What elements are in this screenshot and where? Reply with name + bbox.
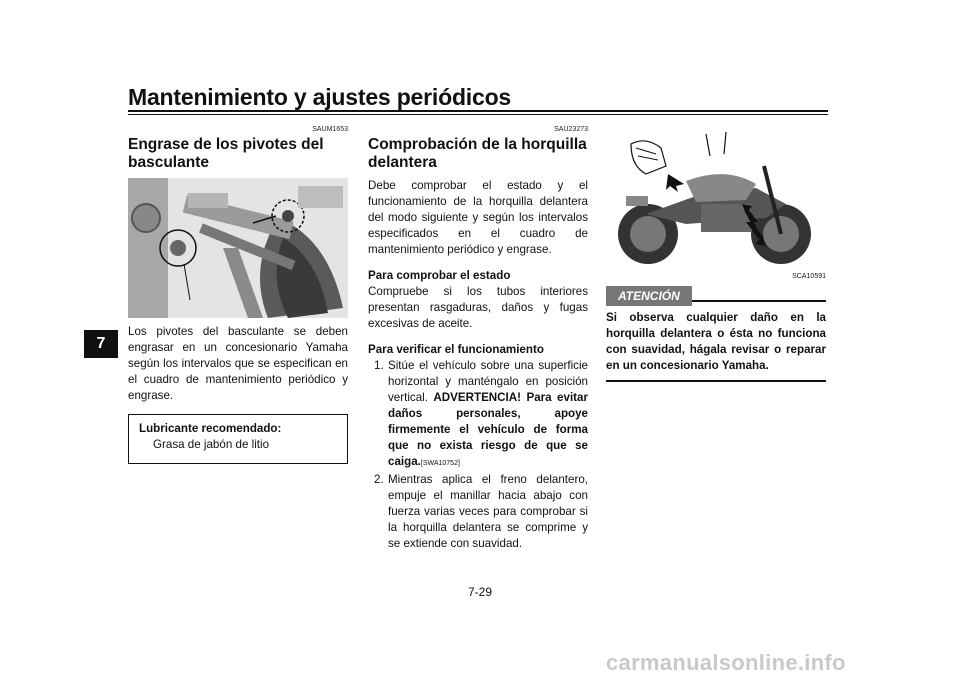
lubricant-label: Lubricante recomendado: — [139, 422, 282, 435]
step-number: 1. — [374, 359, 384, 372]
warning-text: ADVERTENCIA! Para evitar daños personales, apoye firmemente el vehículo de forma que no exista riesgo de que se caiga. — [388, 391, 588, 468]
page-title: Mantenimiento y ajustes periódicos — [128, 84, 512, 110]
step-2 — [368, 472, 588, 552]
caution-label: ATENCIÓN — [606, 286, 692, 306]
section-code: SAUM1653 — [312, 126, 348, 133]
caution-header — [606, 286, 826, 306]
section-code: SAU23273 — [554, 126, 588, 133]
caution-text: Si observa cualquier daño en la horquilla delantera o ésta no funciona con suavidad, hágala revisar o reparar en un concesionario Yamaha. — [606, 311, 826, 372]
swingarm-pivot-illustration — [128, 178, 348, 318]
column-caution — [606, 120, 826, 382]
step-text: Sitúe el vehículo sobre una superficie horizontal y manténgalo en posición vertical. — [388, 359, 588, 404]
lubricant-value: Grasa de jabón de litio — [153, 438, 270, 451]
step-1 — [368, 358, 588, 472]
swingarm-paragraph: Los pivotes del basculante se deben engrasar en un concesionario Yamaha según los intervalos que se especifican en el cuadro de mantenimiento periódico y engrase. — [128, 325, 348, 402]
section-heading: Engrase de los pivotes del basculante — [128, 136, 324, 171]
column-front-fork — [368, 120, 588, 552]
column-swingarm — [128, 120, 348, 464]
section-heading: Comprobación de la horquilla delantera — [368, 136, 587, 171]
caution-rule — [692, 300, 826, 302]
page-number: 7-29 — [467, 585, 493, 599]
motorcycle-drawing — [606, 126, 826, 271]
subheading-condition: Para comprobar el estado — [368, 269, 511, 282]
step-text: Mientras aplica el freno delantero, empuje el manillar hacia abajo con fuerza varias veces para comprobar si la horquilla delantera se comprime y se extiende con suavidad. — [388, 473, 588, 550]
figure-code: SCA10591 — [792, 273, 826, 280]
motorcycle-fork-illustration — [606, 126, 826, 271]
watermark: carmanualsonline.info — [606, 650, 846, 675]
lubricant-box — [128, 414, 348, 464]
condition-text: Compruebe si los tubos interiores presentan rasgaduras, daños y fugas excesivas de aceite. — [368, 285, 588, 330]
fork-intro: Debe comprobar el estado y el funcionamiento de la horquilla delantera del modo siguiente y según los intervalos especificados en el cuadro de mantenimiento periódico y engrase. — [368, 179, 588, 256]
caution-end-rule — [606, 380, 826, 382]
subheading-operation: Para verificar el funcionamiento — [368, 343, 544, 356]
header-rule — [128, 110, 828, 112]
swingarm-drawing — [128, 178, 348, 318]
header-rule-thin — [128, 114, 828, 115]
step-number: 2. — [374, 473, 384, 486]
chapter-tab: 7 — [84, 330, 118, 358]
operation-steps — [368, 358, 588, 552]
warning-code: [SWA10752] — [420, 460, 460, 467]
